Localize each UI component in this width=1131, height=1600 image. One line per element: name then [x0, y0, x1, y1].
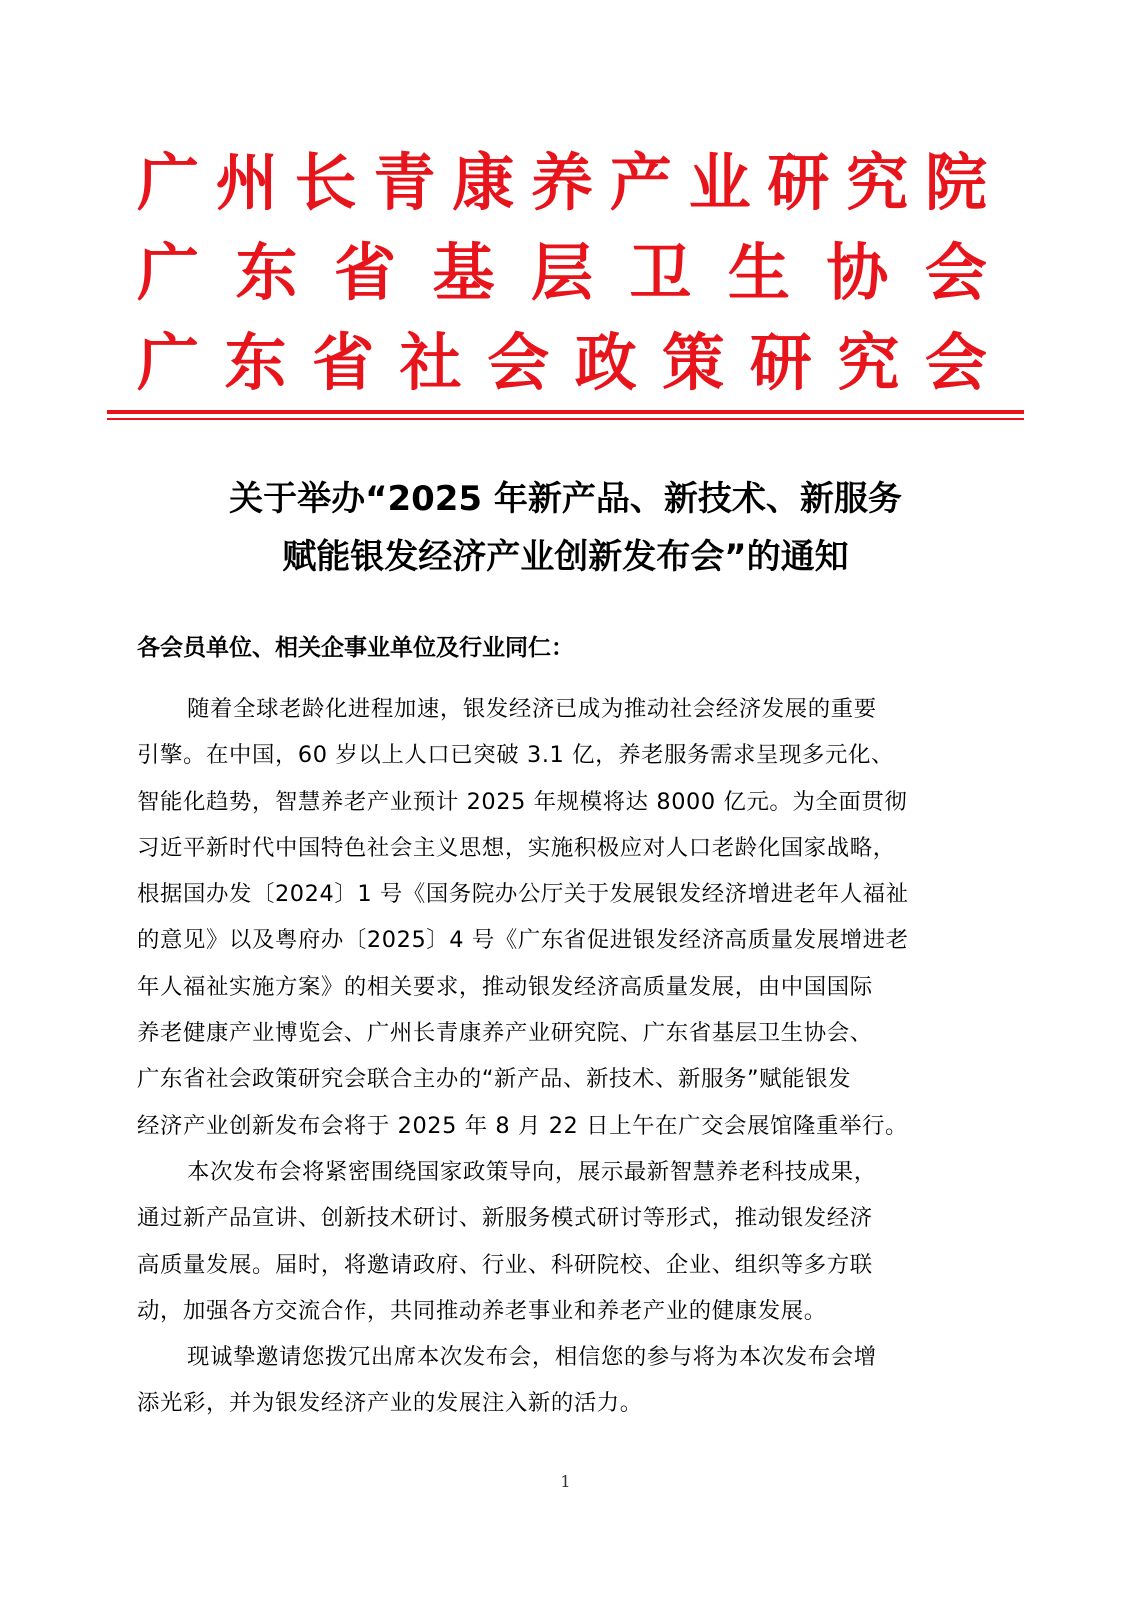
- body-line: 年人福祉实施方案》的相关要求，推动银发经济高质量发展，由中国国际: [137, 973, 873, 1000]
- masthead-char: 会: [924, 326, 987, 399]
- body-line: 引擎。在中国，60 岁以上人口已突破 3.1 亿，养老服务需求呈现多元化、: [137, 742, 894, 769]
- masthead-char: 广: [137, 236, 200, 309]
- masthead-char: 卫: [629, 236, 692, 309]
- masthead: [137, 138, 987, 408]
- body-line: 养老健康产业博览会、广州长青康养产业研究院、广东省基层卫生协会、: [137, 1020, 873, 1047]
- masthead-org-2: [137, 228, 987, 318]
- body-line: 根据国办发〔2024〕1 号《国务院办公厅关于发展银发经济增进老年人福祉: [137, 881, 909, 908]
- masthead-char: 政: [574, 326, 637, 399]
- masthead-char: 究: [846, 146, 909, 219]
- body-line: 智能化趋势，智慧养老产业预计 2025 年规模将达 8000 亿元。为全面贯彻: [137, 788, 908, 815]
- masthead-divider-thick: [107, 410, 1024, 414]
- masthead-char: 东: [235, 236, 298, 309]
- masthead-char: 康: [452, 146, 515, 219]
- body-line: 添光彩，并为银发经济产业的发展注入新的活力。: [137, 1390, 643, 1417]
- masthead-char: 策: [662, 326, 725, 399]
- masthead-org-1: [137, 138, 987, 228]
- masthead-char: 会: [487, 326, 550, 399]
- masthead-char: 生: [727, 236, 790, 309]
- masthead-char: 省: [312, 326, 375, 399]
- body-line: 现诚挚邀请您拨冗出席本次发布会，相信您的参与将为本次发布会增: [187, 1344, 877, 1371]
- body-line: 通过新产品宣讲、创新技术研讨、新服务模式研讨等形式，推动银发经济: [137, 1205, 873, 1232]
- body-line: 动，加强各方交流合作，共同推动养老事业和养老产业的健康发展。: [137, 1297, 827, 1324]
- masthead-char: 研: [767, 146, 830, 219]
- masthead-char: 社: [399, 326, 462, 399]
- title-line-2: 赋能银发经济产业创新发布会”的通知: [282, 537, 849, 577]
- masthead-char: 院: [924, 146, 987, 219]
- body-line: 随着全球老龄化进程加速，银发经济已成为推动社会经济发展的重要: [187, 696, 877, 722]
- body-line: 经济产业创新发布会将于 2025 年 8 月 22 日上午在广交会展馆隆重举行。: [137, 1112, 908, 1139]
- masthead-char: 研: [749, 326, 812, 399]
- masthead-org-3: [137, 318, 987, 408]
- masthead-char: 州: [215, 146, 278, 219]
- body-line: 习近平新时代中国特色社会主义思想，实施积极应对人口老龄化国家战略，: [137, 834, 896, 861]
- masthead-char: 养: [530, 146, 593, 219]
- masthead-char: 层: [530, 236, 593, 309]
- page-number: 1: [560, 1472, 571, 1491]
- masthead-char: 产: [609, 146, 672, 219]
- masthead-char: 广: [137, 146, 200, 219]
- masthead-char: 青: [373, 146, 436, 219]
- masthead-char: 会: [924, 236, 987, 309]
- document-title: [107, 470, 1024, 586]
- body-line: 本次发布会将紧密围绕国家政策导向，展示最新智慧养老科技成果，: [187, 1158, 877, 1185]
- body-text: [137, 686, 987, 1427]
- masthead-char: 业: [688, 146, 751, 219]
- body-line: 广东省社会政策研究会联合主办的“新产品、新技术、新服务”赋能银发: [137, 1066, 852, 1093]
- salutation: 各会员单位、相关企事业单位及行业同仁：: [137, 635, 574, 661]
- masthead-char: 东: [224, 326, 287, 399]
- masthead-char: 协: [826, 236, 889, 309]
- masthead-char: 省: [333, 236, 396, 309]
- masthead-char: 长: [294, 146, 357, 219]
- masthead-char: 广: [137, 326, 200, 399]
- title-line-1: 关于举办“2025 年新产品、新技术、新服务: [229, 479, 902, 519]
- masthead-divider-thin: [107, 418, 1024, 420]
- body-line: 高质量发展。届时，将邀请政府、行业、科研院校、企业、组织等多方联: [137, 1251, 873, 1278]
- masthead-char: 基: [432, 236, 495, 309]
- masthead-char: 究: [837, 326, 900, 399]
- body-line: 的意见》以及粤府办〔2025〕4 号《广东省促进银发经济高质量发展增进老: [137, 927, 909, 954]
